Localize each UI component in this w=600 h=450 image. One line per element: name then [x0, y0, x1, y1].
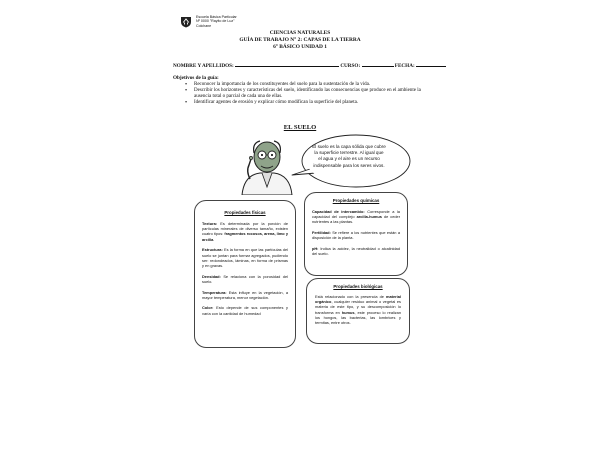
bio-bold-2: humus — [341, 309, 355, 315]
density-text: Se relaciona con la porosidad del suelo. — [202, 273, 288, 284]
subject-title: CIENCIAS NATURALES — [269, 30, 331, 36]
texture-key: Textura: — [202, 221, 218, 226]
texture-end: . — [213, 236, 215, 242]
bio-text-3: , este proceso lo realizan los hongos, las bacterias, las lombrices y termitas, entre otros. — [315, 309, 401, 326]
bio-text-2: , cualquier residuo animal o vegetal es materia de este tipo, y su descomposición lo transforma en — [315, 299, 401, 315]
density-key: Densidad: — [202, 273, 221, 279]
bubble-text: El suelo es la capa sólida que cubre la superficie terrestre. Al igual que el agua y el aire es un recurso indispensable para los seres vivos. — [312, 144, 386, 168]
texture-bold: fragmentos rocosos, arena, limo y arcilla — [202, 231, 288, 242]
exchange-paragraph — [312, 209, 400, 225]
name-field[interactable] — [235, 61, 339, 67]
objective-item: • Describir los horizontes y características del suelo, identificando las consecuencias que produce en el ambiente la ausencia total o parcial de cada una de ellas. — [194, 88, 424, 100]
temperature-text: Esta influye en la vegetación, a mayor temperatura, menor vegetación. — [202, 289, 288, 300]
bio-bold-1: material orgánico — [315, 294, 401, 305]
school-name — [196, 15, 237, 28]
physical-properties-box — [194, 200, 296, 348]
ph-text: Indica la acidez, la neutralidad o alcalinidad del suelo. — [312, 246, 400, 257]
structure-paragraph — [202, 247, 288, 268]
guide-title: GUÍA DE TRABAJO N° 2: CAPAS DE LA TIERRA — [239, 37, 361, 43]
structure-text: Es la forma en que las partículas del suelo se juntan para formar agregados, pudiendo ser: redondeados, láminas, en forma de prismas y en gravas. — [202, 247, 288, 268]
exchange-key: Capacidad de intercambio: — [312, 209, 365, 214]
school-crest-icon — [180, 16, 192, 28]
school-line: Nº 0000 "Rayito de Luz" — [196, 19, 235, 24]
course-label: CURSO: — [340, 63, 361, 69]
objectives-heading: Objetivos de la guía: — [173, 75, 219, 81]
objective-item: • Identificar agentes de erosión y explicar cómo modifican la superficie del planeta. — [194, 100, 424, 106]
texture-paragraph — [202, 221, 288, 242]
temperature-key: Temperatura: — [202, 289, 227, 295]
exchange-end: de ceder nutrientes a las plantas. — [312, 214, 400, 225]
ph-key: pH: — [312, 246, 319, 252]
date-label: FECHA: — [394, 63, 415, 69]
bio-text-1: Está relacionado con la presencia de — [315, 294, 384, 299]
date-field[interactable] — [416, 61, 446, 67]
course-field[interactable] — [362, 61, 394, 67]
fertility-text: Se refiere a los nutrientes que están a disposición de la planta. — [312, 230, 400, 241]
biological-properties-box — [306, 278, 410, 344]
exchange-text: Corresponde a la capacidad del complejo — [312, 209, 400, 220]
biological-title: Propiedades biológicas — [333, 284, 383, 289]
temperature-paragraph — [202, 290, 288, 300]
structure-key: Estructura: — [202, 247, 223, 253]
fertility-key: Fertilidad: — [312, 230, 331, 236]
student-fields — [173, 61, 433, 69]
physical-title: Propiedades físicas — [224, 210, 266, 215]
ph-paragraph — [312, 246, 400, 256]
color-paragraph — [202, 305, 288, 315]
level-title: 6° BÁSICO UNIDAD 1 — [273, 44, 327, 50]
school-line: Colchane — [196, 23, 212, 28]
fertility-paragraph — [312, 230, 400, 240]
exchange-bold: arcilla-humus — [356, 214, 382, 220]
texture-text: Es determinada por la porción de partículas minerales de diverso tamaño, existen cuatro tipos: — [202, 221, 288, 237]
color-key: Color: — [202, 305, 214, 311]
objective-item: • Reconocer la importancia de los constituyentes del suelo para la sustentación de la vida. — [194, 82, 424, 88]
chemical-properties-box — [304, 192, 408, 276]
biological-paragraph — [315, 294, 401, 325]
objectives-list — [194, 82, 424, 106]
chemical-title: Propiedades químicas — [332, 198, 380, 203]
name-label: NOMBRE Y APELLIDOS: — [173, 63, 234, 69]
color-text: Esto depende de sus componentes y varía con la cantidad de humedad — [202, 305, 288, 316]
school-line: Escuela Básica Particular — [196, 15, 237, 19]
section-heading: EL SUELO — [283, 124, 317, 131]
density-paragraph — [202, 274, 288, 284]
